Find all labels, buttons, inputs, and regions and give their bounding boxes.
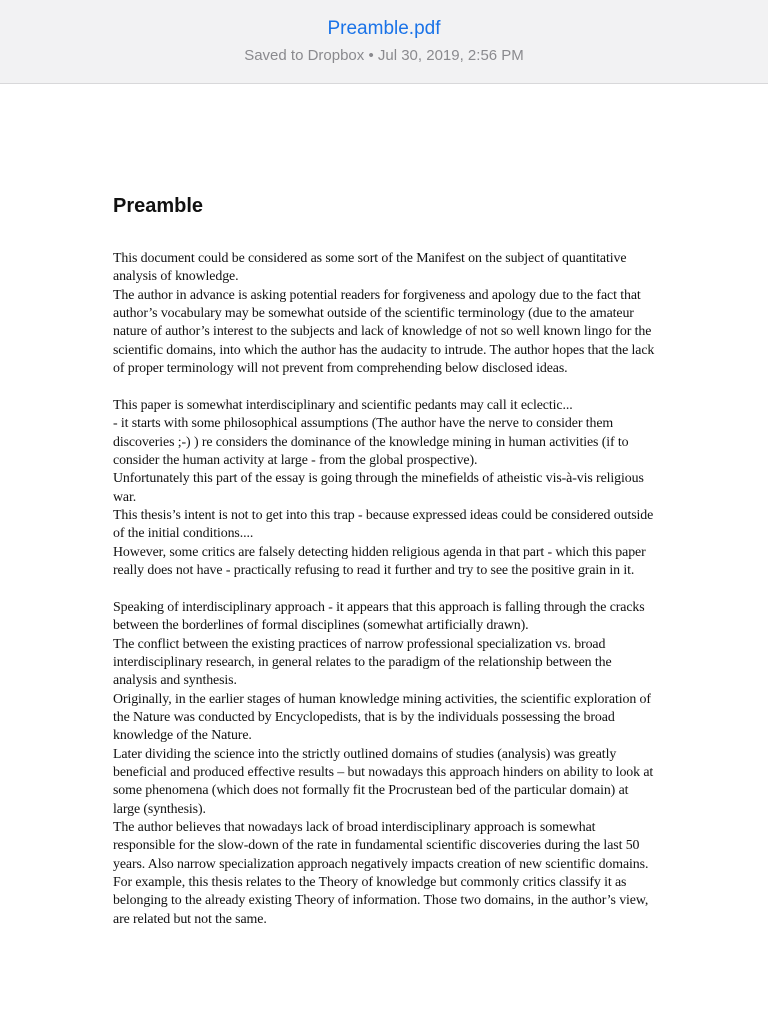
document-page [113, 84, 658, 1024]
viewer-header [0, 0, 768, 84]
paragraph: Later dividing the science into the strictly outlined domains of studies (analysis) was greatly beneficial and produced effective results – but nowadays this approach hinders on ability to look at some phenomena (which does not formally fit the Procrustean bed of the particular domain) at large (synthesis). [113, 746, 654, 817]
section-spacer [113, 580, 658, 599]
paragraph: Unfortunately this part of the essay is going through the minefields of atheistic vis-à-vis religious war. [113, 471, 644, 505]
paragraph: The conflict between the existing practices of narrow professional specialization vs. broad interdisciplinary research, in general relates to the paradigm of the relationship between the analysis and synthesis. [113, 636, 612, 689]
paragraph: This thesis’s intent is not to get into this trap - because expressed ideas could be considered outside of the initial conditions.... [113, 507, 654, 542]
paragraph: Speaking of interdisciplinary approach - it appears that this approach is falling through the cracks between the borderlines of formal disciplines (somewhat artificially drawn). [113, 599, 645, 634]
save-status: Saved to Dropbox • Jul 30, 2019, 2:56 PM [244, 47, 524, 64]
section-spacer [113, 378, 658, 397]
paragraph: The author believes that nowadays lack of broad interdisciplinary approach is somewhat responsible for the slow-down of the rate in fundamental scientific discoveries during the last 50 years. Also narrow specialization approach negatively impacts creation of new scientific domains. For example, this thesis relates to the Theory of knowledge but commonly critics classify it as belonging to the already existing Theory of information. Those two domains, in the author’s view, are related but not the same. [113, 819, 649, 927]
file-title[interactable]: Preamble.pdf [327, 18, 441, 39]
document-title: Preamble [113, 195, 204, 217]
paragraph: Originally, in the earlier stages of human knowledge mining activities, the scientific exploration of the Nature was conducted by Encyclopedists, that is by the individuals possessing the broad knowledge of the Nature. [113, 691, 651, 744]
paragraph: This paper is somewhat interdisciplinary and scientific pedants may call it eclectic... [113, 397, 573, 413]
paragraph: - it starts with some philosophical assumptions (The author have the nerve to consider them discoveries ;-) ) re considers the dominance of the knowledge mining in human activities (if to consider the human activity at large - from the global prospective). [113, 416, 629, 468]
paragraph: However, some critics are falsely detecting hidden religious agenda in that part - which this paper really does not have - practically refusing to read it further and try to see the positive grain in it. [113, 544, 646, 578]
document-body [113, 250, 658, 929]
paragraph: The author in advance is asking potential readers for forgiveness and apology due to the fact that author’s vocabulary may be somewhat outside of the scientific terminology (due to the amateur nature of author’s interest to the subjects and lack of knowledge of not so well known lingo for the scientific domains, into which the author has the audacity to intrude. The author hopes that the lack of proper terminology will not prevent from comprehending below disclosed ideas. [113, 287, 655, 377]
paragraph: This document could be considered as some sort of the Manifest on the subject of quantitative analysis of knowledge. [113, 251, 627, 285]
